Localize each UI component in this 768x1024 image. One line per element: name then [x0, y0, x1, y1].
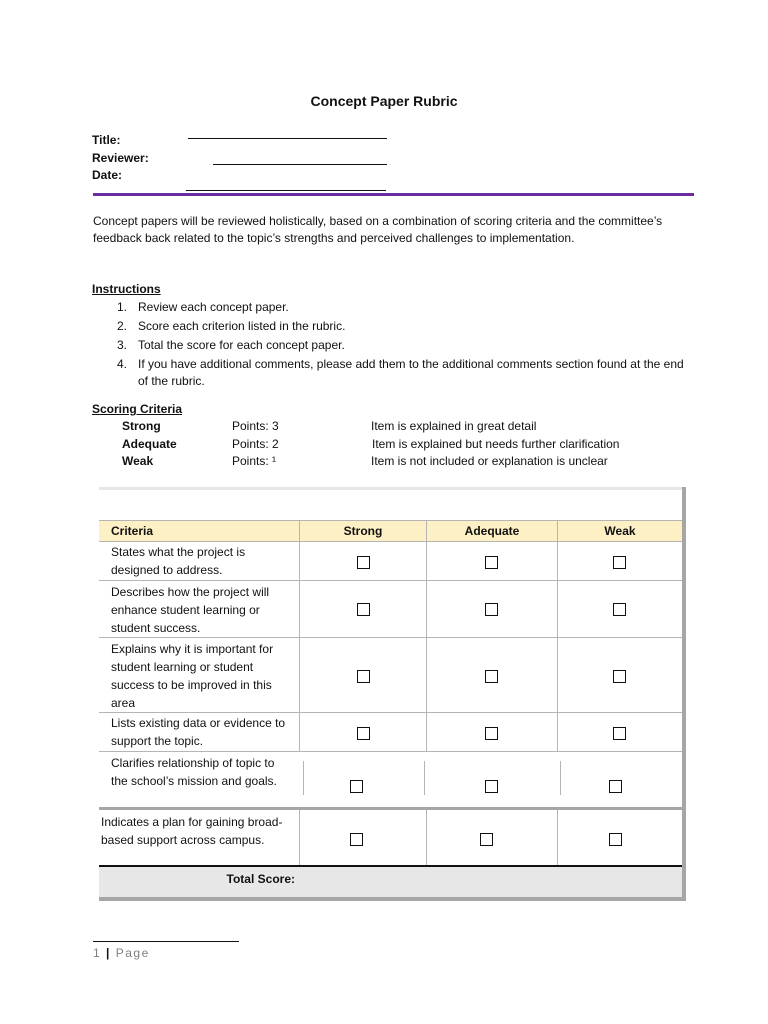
row-divider [99, 637, 682, 638]
scoring-points-adequate: Points: 2 [232, 437, 279, 451]
row-divider [99, 541, 682, 542]
row-divider [99, 580, 682, 581]
list-item: 2. Score each criterion listed in the rubric. [116, 319, 346, 333]
row5-weak-checkbox[interactable] [609, 780, 622, 793]
column-divider [557, 810, 558, 865]
column-divider [424, 761, 425, 795]
reviewer-field-line[interactable] [213, 164, 387, 165]
row2-strong-checkbox[interactable] [357, 603, 370, 616]
row6-weak-checkbox[interactable] [609, 833, 622, 846]
row2-adequate-checkbox[interactable] [485, 603, 498, 616]
criterion-text: Clarifies relationship of topic to the school’s mission and goals. [111, 756, 277, 788]
title-field-line[interactable] [188, 138, 387, 139]
footer-divider [93, 941, 239, 942]
column-divider [299, 810, 300, 865]
page-label: Page [115, 946, 150, 960]
table-top-border [99, 487, 682, 490]
date-field-line[interactable] [186, 190, 386, 191]
row-divider [99, 712, 682, 713]
column-divider [560, 761, 561, 795]
page-title: Concept Paper Rubric [310, 93, 458, 109]
instructions-heading: Instructions [92, 282, 161, 296]
column-header-strong: Strong [300, 521, 426, 541]
table-shadow-right [682, 487, 686, 901]
list-item: 1. Review each concept paper. [116, 300, 289, 314]
criterion-text: Indicates a plan for gaining broad-based support across campus. [101, 815, 283, 847]
row5-adequate-checkbox[interactable] [485, 780, 498, 793]
page-number: 1 [93, 946, 102, 960]
title-field-label: Title: [92, 133, 121, 147]
date-field-label: Date: [92, 168, 123, 182]
criterion-text: States what the project is designed to address. [111, 545, 246, 577]
row6-strong-checkbox[interactable] [350, 833, 363, 846]
scoring-points-weak: Points: ¹ [232, 454, 277, 468]
row4-strong-checkbox[interactable] [357, 727, 370, 740]
column-header-weak: Weak [558, 521, 682, 541]
row6-adequate-checkbox[interactable] [480, 833, 493, 846]
criterion-text: Describes how the project will enhance student learning or student success. [111, 585, 270, 635]
instructions-list [113, 299, 688, 392]
row3-weak-checkbox[interactable] [613, 670, 626, 683]
row4-weak-checkbox[interactable] [613, 727, 626, 740]
row3-strong-checkbox[interactable] [357, 670, 370, 683]
row1-adequate-checkbox[interactable] [485, 556, 498, 569]
intro-paragraph: Concept papers will be reviewed holistically, based on a combination of scoring criteria and the committee’s feedback back related to the topic’s strengths and perceived challenges to implementation. [93, 214, 663, 245]
criterion-text: Lists existing data or evidence to support the topic. [111, 716, 286, 748]
row1-weak-checkbox[interactable] [613, 556, 626, 569]
reviewer-field-label: Reviewer: [92, 151, 149, 165]
column-divider [303, 761, 304, 795]
scoring-criteria-heading: Scoring Criteria [92, 402, 183, 416]
row4-adequate-checkbox[interactable] [485, 727, 498, 740]
scoring-level-weak: Weak [122, 454, 154, 468]
row3-adequate-checkbox[interactable] [485, 670, 498, 683]
scoring-points-strong: Points: 3 [232, 419, 279, 433]
column-divider [426, 520, 427, 752]
row-divider [99, 520, 682, 521]
scoring-level-adequate: Adequate [122, 437, 177, 451]
column-header-adequate: Adequate [427, 521, 557, 541]
header-divider [93, 193, 694, 196]
row-divider [99, 807, 682, 810]
list-item: 3. Total the score for each concept paper. [116, 338, 345, 352]
total-score-label: Total Score: [226, 872, 295, 886]
criterion-text: Explains why it is important for student learning or student success to be improved in this area [111, 642, 274, 710]
column-divider [426, 810, 427, 865]
table-shadow-bottom [99, 897, 686, 901]
row-divider [99, 751, 682, 752]
scoring-desc-strong: Item is explained in great detail [371, 419, 537, 433]
scoring-desc-adequate: Item is explained but needs further clarification [372, 437, 620, 451]
row1-strong-checkbox[interactable] [357, 556, 370, 569]
column-header-criteria: Criteria [99, 521, 299, 541]
rubric-table [99, 487, 686, 901]
page-footer [93, 946, 150, 960]
row5-strong-checkbox[interactable] [350, 780, 363, 793]
scoring-desc-weak: Item is not included or explanation is unclear [371, 454, 608, 468]
scoring-level-strong: Strong [122, 419, 161, 433]
page-separator: | [106, 946, 111, 960]
column-divider [557, 520, 558, 752]
list-item: 4. If you have additional comments, please add them to the additional comments section found at the end of the rubric. [116, 357, 684, 388]
row2-weak-checkbox[interactable] [613, 603, 626, 616]
